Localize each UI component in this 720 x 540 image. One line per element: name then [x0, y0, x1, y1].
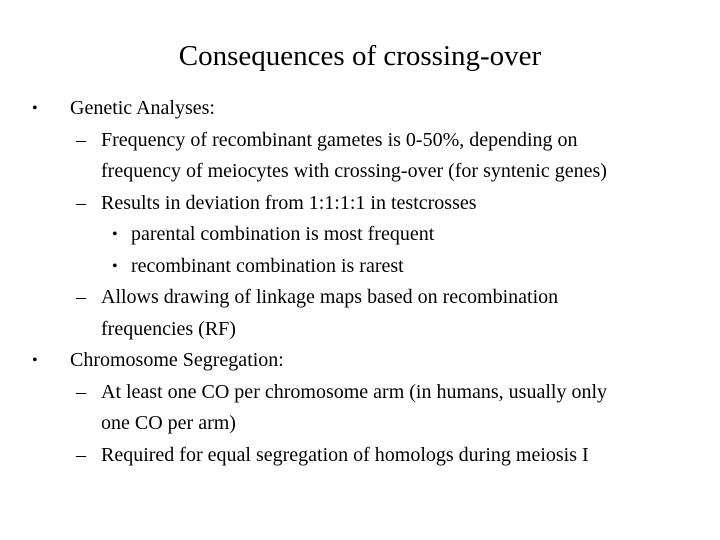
sub-sub-bullet-parental	[0, 219, 720, 251]
sub-bullet-text: Results in deviation from 1:1:1:1 in testcrosses	[101, 191, 477, 214]
dash-marker: –	[76, 380, 86, 403]
sub-bullet-co-per-arm	[0, 377, 720, 440]
sub-bullet-line: Frequency of recombinant gametes is 0-50%, depending on	[101, 128, 578, 151]
sub-bullet-equal-segregation	[0, 440, 720, 472]
sub-sub-bullet-recombinant	[0, 251, 720, 283]
sub-bullet-text: Required for equal segregation of homologs during meiosis I	[101, 443, 589, 466]
sub-sub-bullet-text: parental combination is most frequent	[131, 223, 435, 245]
bullet-marker: •	[32, 352, 38, 369]
sub-bullet-recombinant-frequency	[0, 125, 720, 188]
sub-bullet-deviation	[0, 188, 720, 220]
bullet-marker: •	[112, 257, 118, 275]
bullet-marker: •	[32, 100, 38, 117]
bullet-chromosome-segregation	[0, 345, 720, 377]
dash-marker: –	[76, 128, 86, 151]
bullet-text: Chromosome Segregation:	[70, 349, 284, 371]
sub-bullet-line: frequencies (RF)	[101, 317, 236, 340]
dash-marker: –	[76, 443, 86, 466]
bullet-marker: •	[112, 226, 118, 243]
dash-marker: –	[76, 191, 86, 214]
dash-marker: –	[76, 286, 86, 308]
sub-bullet-line: Allows drawing of linkage maps based on recombination	[101, 286, 559, 308]
sub-sub-bullet-text: recombinant combination is rarest	[131, 254, 404, 277]
sub-bullet-line: one CO per arm)	[101, 412, 236, 434]
slide-body	[0, 93, 720, 471]
sub-bullet-linkage-maps	[0, 282, 720, 345]
slide-title: Consequences of crossing-over	[178, 40, 542, 72]
sub-bullet-line: frequency of meiocytes with crossing-over (for syntenic genes)	[101, 160, 607, 182]
sub-bullet-line: At least one CO per chromosome arm (in humans, usually only	[101, 380, 608, 403]
bullet-text: Genetic Analyses:	[70, 97, 215, 119]
bullet-genetic-analyses	[0, 93, 720, 125]
